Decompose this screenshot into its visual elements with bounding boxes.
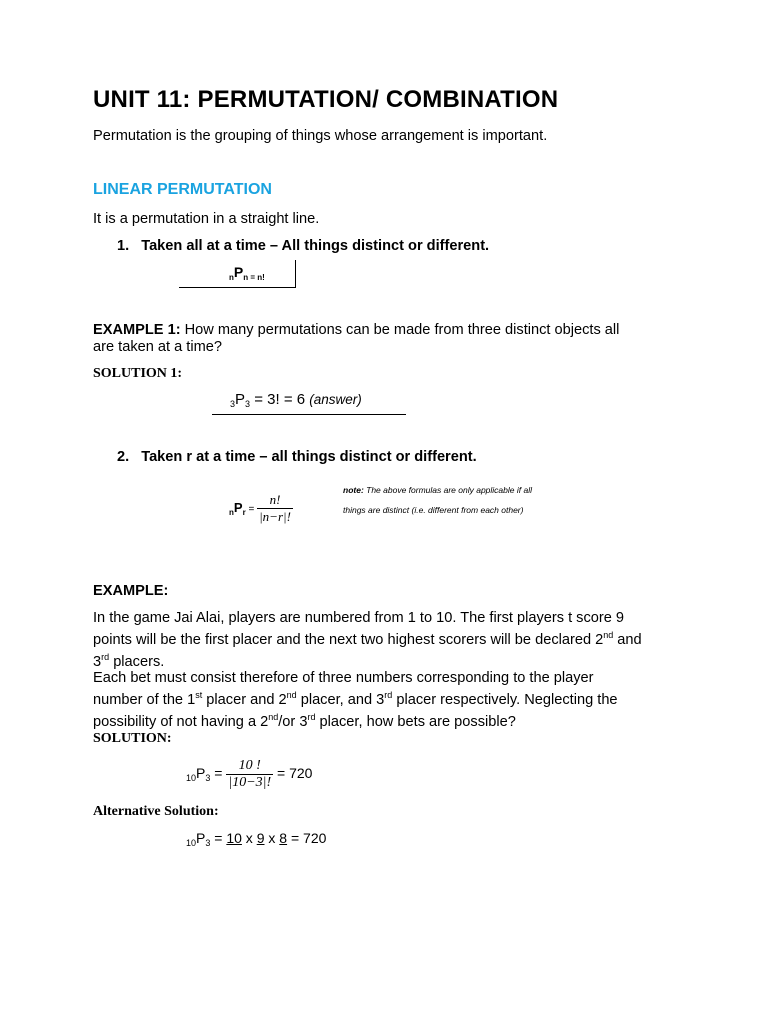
list-item-number: 1. (117, 238, 130, 254)
formula-r-at-a-time (229, 492, 293, 525)
ordinal-superscript: st (195, 690, 203, 700)
example2-label: EXAMPLE: (93, 583, 169, 599)
solution2-symbol: P (196, 765, 206, 782)
formula-symbol: P (233, 264, 244, 280)
page-title: UNIT 11: PERMUTATION/ COMBINATION (93, 86, 559, 113)
formula-box-bottom (179, 287, 296, 288)
paragraph-2-text: number of the 1 (93, 692, 196, 708)
paragraph-2-text: /or 3 (278, 714, 308, 730)
paragraph-2-text: placer, and 3 (296, 692, 385, 708)
solution2-result: = 720 (273, 765, 313, 782)
intro-text: Permutation is the grouping of things whose arrangement is important. (93, 128, 548, 144)
solution2-denominator: |10−3|! (228, 775, 272, 790)
solution1-label: SOLUTION 1: (93, 366, 183, 381)
solution2-numerator: 10 ! (238, 758, 261, 773)
alt-times: x (241, 830, 257, 846)
formula-pre-subscript: n (229, 273, 234, 282)
solution1-formula (230, 391, 362, 409)
formula2-post-subscript: r (242, 507, 246, 517)
example1-line2: are taken at a time? (93, 339, 222, 355)
note-line2: things are distinct (i.e. different from each other) (343, 505, 524, 515)
formula-all-at-a-time (229, 264, 265, 282)
formula2-pre-subscript: n (229, 507, 234, 517)
formula-post-subscript: n = n! (243, 273, 265, 282)
paragraph-2 (93, 670, 675, 731)
list-item-text: Taken r at a time – all things distinct or different. (141, 449, 477, 465)
section-heading: LINEAR PERMUTATION (93, 181, 272, 198)
solution2-pre-subscript: 10 (186, 773, 197, 784)
solution1-answer-note: (answer) (309, 392, 362, 407)
example1-line1 (93, 322, 619, 339)
paragraph-2-line-1: Each bet must consist therefore of three numbers corresponding to the player (93, 670, 594, 686)
formula-box-right (295, 260, 296, 288)
alt-solution-formula (186, 830, 326, 848)
ordinal-superscript: nd (268, 712, 279, 722)
alt-post-subscript: 3 (205, 838, 211, 848)
paragraph-2-text: placer, how bets are possible? (315, 714, 516, 730)
paragraph-2-text: possibility of not having a 2 (93, 714, 269, 730)
alt-factor-9: 9 (256, 830, 265, 846)
paragraph-1-line-2 (93, 627, 675, 649)
section-intro: It is a permutation in a straight line. (93, 211, 320, 227)
alt-result: = 720 (287, 830, 327, 846)
note-text: The above formulas are only applicable if all (363, 485, 532, 495)
list-item-1 (117, 238, 489, 254)
solution1-result: = 3! = 6 (250, 391, 310, 408)
paragraph-2-line-2 (93, 687, 675, 709)
formula2-denominator: |n−r|! (259, 509, 291, 524)
ordinal-superscript: nd (603, 630, 614, 640)
paragraph-1-line-3-start: 3 (93, 654, 102, 670)
solution2-fraction (226, 758, 273, 791)
paragraph-2-text: placer respectively. Neglecting the (392, 692, 618, 708)
paragraph-2-text: placer and 2 (202, 692, 287, 708)
example1-question: How many permutations can be made from three distinct objects all (180, 322, 620, 338)
paragraph-2-line-3 (93, 709, 675, 731)
ordinal-superscript: rd (384, 690, 393, 700)
alt-pre-subscript: 10 (186, 838, 197, 848)
paragraph-1 (93, 610, 675, 671)
alt-equals: = (210, 830, 227, 846)
solution1-symbol: P (235, 391, 246, 408)
note-line1 (343, 485, 532, 495)
solution2-formula (186, 758, 312, 791)
paragraph-1-line-3 (93, 649, 675, 671)
solution2-equals: = (210, 765, 227, 782)
alt-factor-10: 10 (226, 830, 242, 846)
solution1-underline (212, 414, 406, 415)
formula2-numerator: n! (269, 492, 281, 507)
paragraph-1-line-2-text: points will be the first placer and the next two highest scorers will be declared 2 (93, 632, 604, 648)
solution1-post-subscript: 3 (245, 399, 251, 409)
solution2-post-subscript: 3 (205, 773, 211, 784)
formula2-equals: = (245, 503, 258, 515)
list-item-number: 2. (117, 449, 130, 465)
ordinal-superscript: rd (101, 652, 110, 662)
alt-symbol: P (196, 830, 206, 846)
example1-label: EXAMPLE 1: (93, 322, 181, 338)
ordinal-superscript: rd (307, 712, 316, 722)
alt-factor-8: 8 (279, 830, 288, 846)
ordinal-superscript: nd (286, 690, 297, 700)
formula2-symbol: P (233, 499, 243, 515)
note-label: note: (343, 485, 364, 495)
alt-times: x (264, 830, 280, 846)
paragraph-1-line-2-end: and (613, 632, 642, 648)
solution1-pre-subscript: 3 (230, 399, 236, 409)
alt-solution-label: Alternative Solution: (93, 804, 219, 819)
paragraph-1-line-3-text: placers. (109, 654, 165, 670)
formula2-fraction (257, 492, 293, 525)
paragraph-1-line-1: In the game Jai Alai, players are numbered from 1 to 10. The first players t score 9 (93, 610, 625, 626)
list-item-text: Taken all at a time – All things distinct or different. (141, 238, 490, 254)
list-item-2 (117, 449, 477, 465)
solution2-label: SOLUTION: (93, 731, 172, 746)
